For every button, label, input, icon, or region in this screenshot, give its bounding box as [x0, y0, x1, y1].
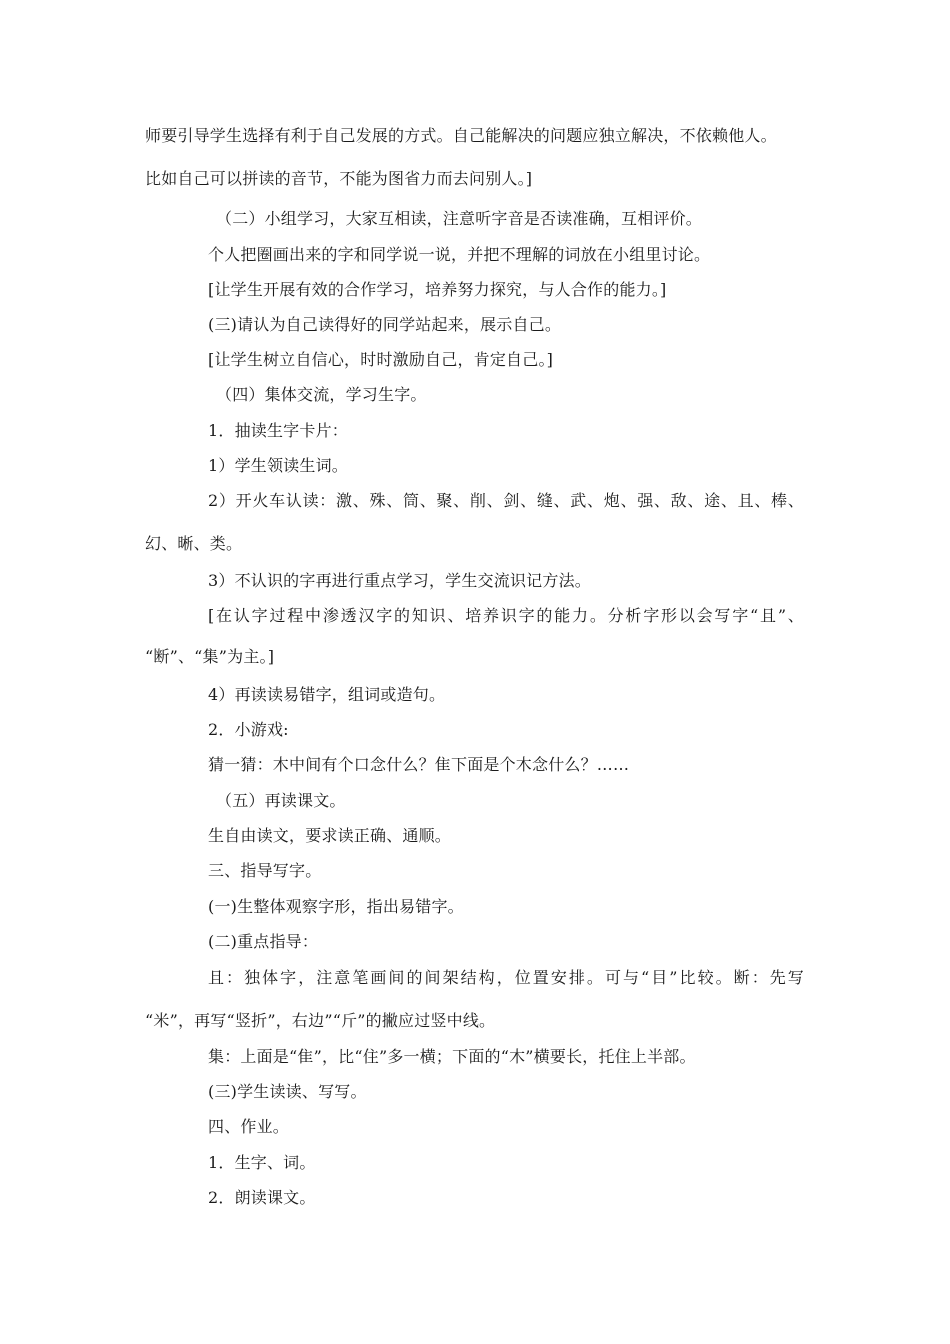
section-heading-group-exchange: （四）集体交流，学习生字。 — [216, 385, 427, 404]
paragraph-line-4: 个人把圈画出来的字和同学说一说，并把不理解的词放在小组里讨论。 — [208, 245, 711, 264]
section-heading-group-study: （二）小组学习，大家互相读，注意听字音是否读准确，互相评价。 — [216, 209, 703, 228]
section-heading-homework: 四、作业。 — [208, 1117, 290, 1136]
list-item-lead-reading: 1）学生领读生词。 — [208, 456, 348, 475]
section-heading-show-self: (三)请认为自己读得好的同学站起来，展示自己。 — [208, 315, 562, 334]
note-line-literacy: [在认字过程中渗透汉字的知识、培养识字的能力。分析字形以会写字“且”、 — [208, 606, 804, 625]
paragraph-line-2: 比如自己可以拼读的音节，不能为图省力而去问别人。] — [145, 169, 533, 188]
list-item-error-prone: 4）再读读易错字，组词或造句。 — [208, 685, 446, 704]
homework-item-1: 1．生字、词。 — [208, 1153, 316, 1172]
paragraph-line-qie: 且：独体字，注意笔画间的间架结构，位置安排。可与“目”比较。断：先写 — [208, 968, 804, 987]
note-line-cooperation: [让学生开展有效的合作学习，培养努力探究，与人合作的能力。] — [208, 280, 667, 299]
section-heading-reread: （五）再读课文。 — [216, 791, 346, 810]
list-item-train-reading-cont: 幻、晰、类。 — [145, 534, 243, 553]
section-heading-read-write: (三)学生读读、写写。 — [208, 1082, 367, 1101]
riddle-line: 猜一猜：木中间有个口念什么？隹下面是个木念什么？…… — [208, 755, 630, 774]
list-item-mini-game: 2．小游戏: — [208, 720, 289, 739]
section-heading-observe: (一)生整体观察字形，指出易错字。 — [208, 897, 464, 916]
paragraph-line-1: 师要引导学生选择有利于自己发展的方式。自己能解决的问题应独立解决，不依赖他人。 — [145, 126, 777, 145]
list-item-train-reading: 2）开火车认读：激、殊、筒、聚、削、剑、缝、武、炮、强、敌、途、且、棒、 — [208, 491, 804, 510]
note-line-literacy-cont: “断”、“集”为主。] — [145, 647, 275, 666]
homework-item-2: 2．朗读课文。 — [208, 1188, 316, 1207]
section-heading-key-guidance: (二)重点指导： — [208, 932, 319, 951]
paragraph-line-ji: 集：上面是“隹”，比“住”多一横；下面的“木”横要长，托住上半部。 — [208, 1047, 696, 1066]
section-heading-writing: 三、指导写字。 — [208, 861, 322, 880]
list-item-focus-study: 3）不认识的字再进行重点学习，学生交流识记方法。 — [208, 571, 591, 590]
note-line-confidence: [让学生树立自信心，时时激励自己，肯定自己。] — [208, 350, 554, 369]
paragraph-line-free-read: 生自由读文，要求读正确、通顺。 — [208, 826, 452, 845]
list-item-card-reading: 1．抽读生字卡片： — [208, 421, 348, 440]
paragraph-line-qie-cont: “米”，再写“竖折”，右边”“斤”的撇应过竖中线。 — [145, 1011, 496, 1030]
